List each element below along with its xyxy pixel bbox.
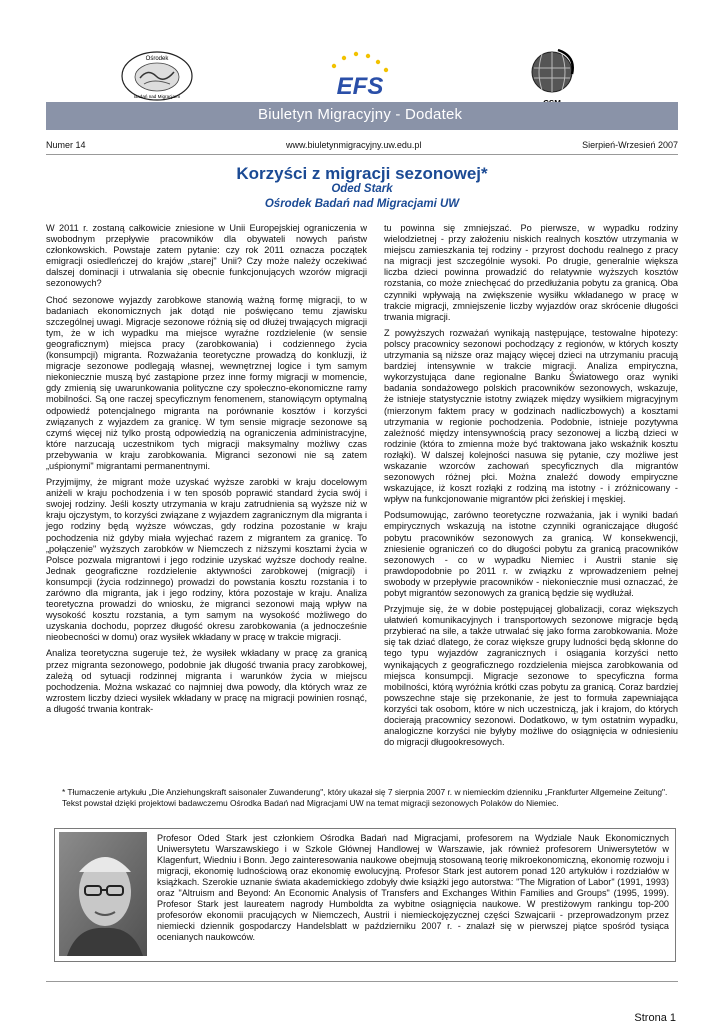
paragraph: Analiza teoretyczna sugeruje też, że wysiłek wkładany w pracę za granicą przez migranta sezonowego, podobnie jak długość trwania pracy zarobkowej, zależą od sytuacji rodzinnej migranta i warunków życia w miejscu pochodzenia. Można wskazać co najmniej dwa powody, dla których wraz ze wzrostem liczby dzieci wysiłek wkładany w pracę na migracji powinien rosnąć, a długość trwania kontrak- <box>46 648 367 714</box>
article-title: Korzyści z migracji sezonowej* <box>236 164 488 183</box>
footnote-line: * Tłumaczenie artykułu „Die Anziehungskraft saisonaler Zuwanderung", który ukazał się 7 sierpnia 2007 r. w niemieckim dzienniku „Frankfurter Allgemeine Zeitung". <box>62 787 668 797</box>
header-divider <box>46 154 678 155</box>
article-institution: Ośrodek Badań nad Migracjami UW <box>264 198 460 210</box>
article-column-left <box>46 223 367 720</box>
author-photo <box>59 832 147 956</box>
paragraph: Choć sezonowe wyjazdy zarobkowe stanowią ważną formę migracji, to w badaniach ekonomicznych jak dotąd nie poświęcano temu zjawisku szczególnej uwagi. Migracje sezonowe różnią się od dłużej trwających migracji tym, że w ich wypadku ma miejsce wyraźne rozdzielenie (w sensie geograficznym) miejsca pracy (zarobkowania) i codziennego życia (konsumpcji) migranta. Rozważania teoretyczne prowadzą do konkluzji, iż migracje sezonowe podlegają własnej, wewnętrznej logice i tym samym niekoniecznie muszą być zastąpione przez inne formy migracji w momencie, gdy zmienią się uwarunkowania polityczne czy społeczno-ekonomiczne ramy mobilności. Są one raczej specyficznym fenomenem, stanowiącym optymalną odpowiedź potencjalnego migranta na porównanie kosztów i korzyści związanych z wyjazdem za granicę. W tym sensie migracje sezonowe są czymś więcej niż tylko prostą odpowiedzią na ograniczenia administracyjne, które narzucają uczestnikom tych migracji maksymalny możliwy czas przebywania w kraju zarobkowania. Migranci sezonowi nie są zatem „uśpionymi" migrantami permanentnymi. <box>46 294 367 471</box>
footer-divider <box>46 981 678 982</box>
author-bio-box <box>54 828 676 962</box>
osrodek-logo-bottom-text: Badań nad Migracjami <box>134 94 180 99</box>
issue-number: Numer 14 <box>46 140 86 150</box>
osrodek-logo <box>120 50 194 102</box>
paragraph: tu powinna się zmniejszać. Po pierwsze, w wypadku rodziny wielodzietnej - przy założeniu niskich realnych kosztów utrzymania w miejscu zamieszkania tej rodziny - przyrost dochodu realnego z pracy na migracji jest szczególnie wysoki. Po drugie, generalnie większa liczba dzieci powinna prowadzić do relatywnie wyższych kosztów rozstania, co może zniechęcać do przedłużania pobytu za granicą. Oba czynniki wpływają na zwiększenie wysiłku wkładanego w pracę w trakcie migracji, zmniejszenie liczby wyjazdów oraz skrócenie długości trwania migracji. <box>384 223 678 322</box>
article-author: Oded Stark <box>331 183 393 195</box>
website-url[interactable]: www.biuletynmigracyjny.uw.edu.pl <box>286 140 422 150</box>
paragraph: Podsumowując, zarówno teoretyczne rozważania, jak i wyniki badań empirycznych wskazują na istotne czynniki ograniczające długość pobytu pracowników sezonowych za granicą. W konsekwencji, zniesienie ograniczeń co do długości pobytu za granicą pracowników sezonowych - co w wypadku Niemiec i Austrii stanie się prawdopodobnie po 2011 r. w związku z wprowadzeniem pełnej swobody w przepływie pracowników - niekoniecznie musi oznaczać, że pobyt migrantów sezonowych za granicą będzie się wydłużał. <box>384 510 678 598</box>
csm-logo <box>528 48 576 110</box>
banner-title: Biuletyn Migracyjny - Dodatek <box>258 106 463 123</box>
footnote <box>62 787 682 809</box>
banner <box>46 102 678 130</box>
author-bio-text: Profesor Oded Stark jest członkiem Ośrodka Badań nad Migracjami, profesorem na Wydziale Nauk Ekonomicznych Uniwersytetu Warszawskiego i w Szkole Głównej Handlowej w Warszawie, jak również profesorem Uniwersytetów w Klagenfurt, Wiedniu i Bonn. Jego zainteresowania naukowe obejmują stosowaną teorię mikroekonomiczną, ekonomię rozwoju i migracji, ekonomię ludnościową oraz ekonomię ewolucyjną. Profesor Stark jest autorem ponad 120 artykułów i rozdziałów w książkach. Szerokie uznanie świata akademickiego zdobyły dwie książki jego autorstwa: "The Migration of Labor" (1991, 1993) oraz "Altruism and Beyond: An Economic Analysis of Transfers and Exchanges Within Families and Groups" (1995, 1999). Profesor Stark jest laureatem nagrody Humboldta za wybitne osiągnięcia naukowe. W prestiżowym rankingu top-200 profesorów ekonomii pracujących w Niemczech, Austrii i niemieckojęzycznej części Szwajcarii - przeprowadzonym przez niemiecki dziennik gospodarczy Handelsblatt w październiku 2007 r. - znalazł się w pierwszej piątce spośród tysiąca ocenianych naukowców. <box>157 833 669 942</box>
paragraph: Przyjmuje się, że w dobie postępującej globalizacji, coraz większych ułatwień komunikacyjnych i transportowych sezonowe migracje będą przybierać na sile, a także utrwalać się jako forma zarobkowania. Może się tak dziać dlatego, że coraz większe grupy ludności będą skłonne do tego typu wyjazdów zagranicznych i osiągania korzyści netto wynikających z geograficznego rozdzielenia miejsca zarobkowania od miejsca konsumpcji. Migracje sezonowe to specyficzna forma mobilności, którą wyróżnia krótki czas pobytu za granicą. Coraz bardziej powszechne staje się przekonanie, że jest to formuła zapewniająca korzyści tak osobom, które w nich uczestniczą, jak i krajom, do których docierają pracownicy sezonowi. Dodatkowo, w tym ostatnim wypadku, analogiczne korzyści nie byłyby możliwe do osiągnięcia w odniesieniu do migracji długookresowych. <box>384 604 678 748</box>
paragraph: Przyjmijmy, że migrant może uzyskać wyższe zarobki w kraju docelowym aniżeli w kraju pochodzenia i w ten sposób poprawić standard życia swój i swojej rodziny. Jeśli koszty utrzymania w kraju zatrudnienia są wyższe niż w kraju ojczystym, to korzyści związane z wyjazdem zagranicznym dla migranta i jego rodziny będą wyższe wówczas, gdy rodzina pozostanie w kraju pochodzenia niż gdyby miała wyjechać razem z migrantem za granicę. To „połączenie" wyższych zarobków w Niemczech z niższymi kosztami życia w Polsce pozwala migrantowi i jego rodzinie uzyskać wyższe dochody realne. Jednak geograficzne rozdzielenie aktywności zarobkowej (migracji) i konsumpcji (życia rodzinnego) prowadzi do powstania kosztu rozstania i to zarówno dla migranta, jak i jego rodziny, która pozostaje w kraju. Analiza teoretyczna prowadzi do wniosku, że migranci sezonowi mają wpływ na wysokość kosztu rozstania, a tym samym na wysokość możliwego do uzyskania dochodu, poprzez długość okresu zarobkowania (a jednocześnie nieobecności w domu) oraz wysiłek wkładany w pracę w trakcie migracji. <box>46 477 367 643</box>
paragraph: Z powyższych rozważań wynikają następujące, testowalne hipotezy: polscy pracownicy sezonowi pochodzący z regionów, w których koszty utrzymania są niższe oraz mający więcej dzieci na utrzymaniu pracują bardziej intensywnie w trakcie migracji. Analiza empiryczna, wykorzystująca dane regionalne Banku Światowego oraz wyniki badania sondażowego polskich pracowników sezonowych, wskazuje, że istnieje statystycznie istotny związek między wysiłkiem migracyjnym (mierzonym faktem pracy w godzinach nadliczbowych) a kosztami utrzymania w regionie pochodzenia. Podobnie, istnieje pozytywna zależność między intensywnością pracy sezonowej a liczbą dzieci w rodzinie (która to zmienna może być traktowana jako wskaźnik kosztu rozłąki). W dalszej kolejności nasuwa się pytanie, czy możliwe jest wskazanie wzorców zachowań specyficznych dla migrantów sezonowych różnej płci. Można znaleźć dowody empiryczne wskazujące, iż koszt rozłąki z rodziną ma istotny - i zróżnicowany - wpływ na funkcjonowanie migrantów płci żeńskiej i męskiej. <box>384 327 678 505</box>
efs-logo-text: EFS <box>336 73 384 100</box>
page-number: Strona 1 <box>634 1012 676 1024</box>
efs-logo <box>320 50 400 102</box>
osrodek-logo-top-text: Ośrodek <box>145 56 169 62</box>
paragraph: W 2011 r. zostaną całkowicie zniesione w Unii Europejskiej ograniczenia w swobodnym przepływie pracowników dla obywateli nowych państw członkowskich. Powstaje zatem pytanie: czy rok 2011 oznacza początek emigracji osiedleńczej do krajów „starej" Unii? Czy może należy oczekiwać dalszej dominacji i utrwalania się obecnie funkcjonujących wzorów migracji sezonowych? <box>46 223 367 289</box>
article-column-right <box>384 223 678 753</box>
issue-date: Sierpień-Wrzesień 2007 <box>582 140 678 150</box>
footnote-line: Tekst powstał dzięki projektowi badawczemu Ośrodka Badań nad Migracjami UW na temat migracji sezonowych Polaków do Niemiec. <box>62 798 559 808</box>
eu-stars-icon <box>332 52 388 72</box>
